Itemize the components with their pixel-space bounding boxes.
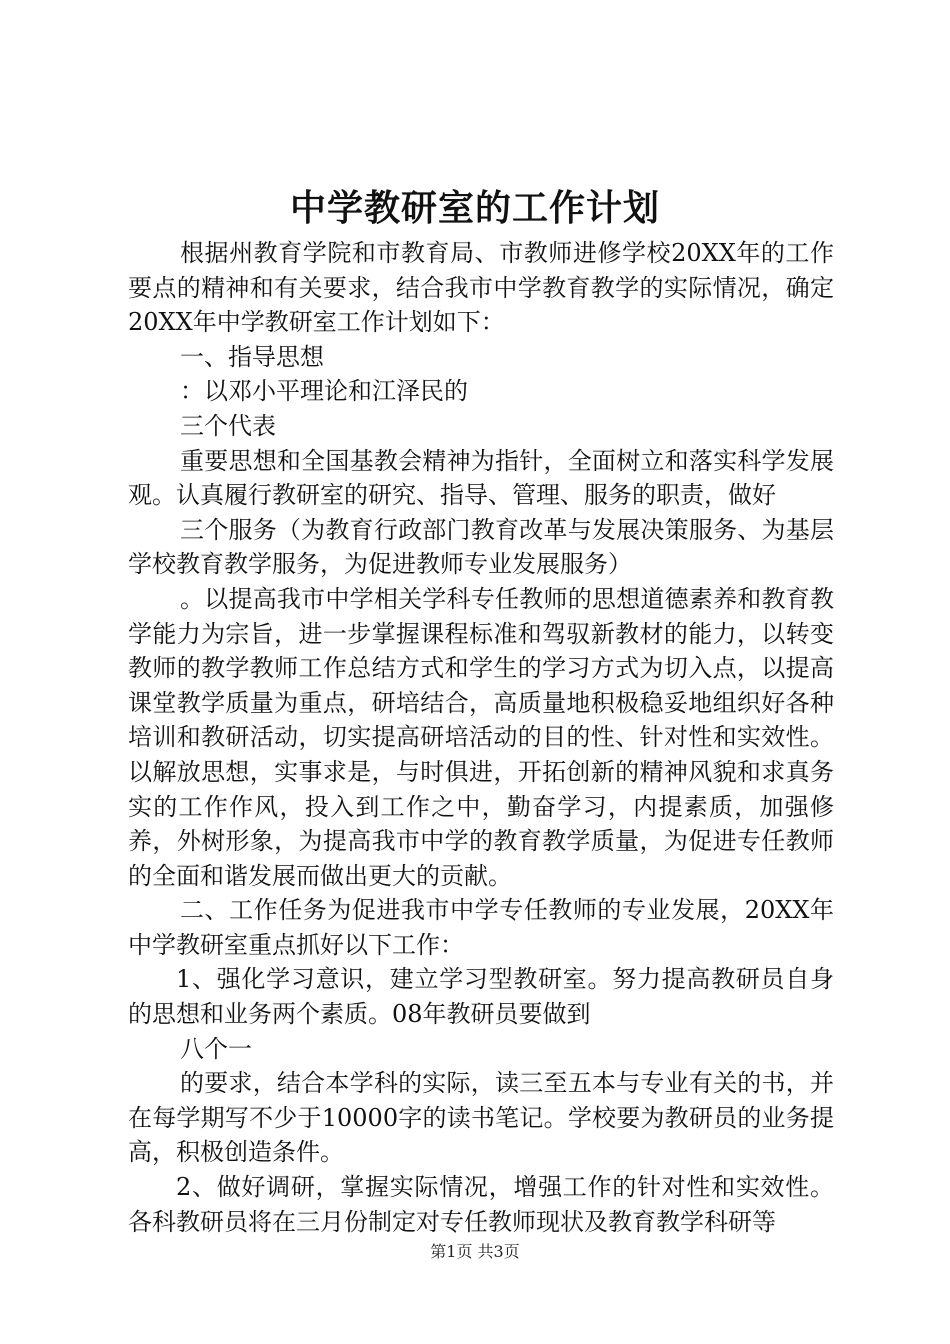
paragraph-important-thought: 重要思想和全国基教会精神为指针，全面树立和落实科学发展观。认真履行教研室的研究、指导、管理、服务的职责，做好 xyxy=(128,446,834,510)
paragraph-three-services: 三个服务（为教育行政部门教育改革与发展决策服务、为基层学校教育教学服务，为促进教师专业发展服务） xyxy=(128,515,834,579)
paragraph-requirements: 的要求，结合本学科的实际，读三至五本与专业有关的书，并在每学期写不少于10000字的读书笔记。学校要为教研员的业务提高，积极创造条件。 xyxy=(128,1069,834,1167)
page-footer: 第1页 共3页 xyxy=(430,1242,520,1261)
paragraph-heading-guiding-ideology: 一、指导思想 xyxy=(180,342,324,371)
paragraph-purpose: 。以提高我市中学相关学科专任教师的思想道德素养和教育教学能力为宗旨，进一步掌握课程标准和驾驭新教材的能力，以转变教师的教学教师工作总结方式和学生的学习方式为切入点，以提高课堂教学质量为重点，研培结合，高质量地积极稳妥地组织好各种培训和教研活动，切实提高研培活动的目的性、针对性和实效性。以解放思想，实事求是，与时俱进，开拓创新的精神风貌和求真务实的工作作风，投入到工作之中，勤奋学习，内提素质，加强修养，外树形象，为提高我市中学的教育教学质量，为促进专任教师的全面和谐发展而做出更大的贡献。 xyxy=(128,584,834,890)
paragraph-theory: ：以邓小平理论和江泽民的 xyxy=(180,377,468,406)
paragraph-three-represents: 三个代表 xyxy=(180,411,276,440)
paragraph-eight-ones: 八个一 xyxy=(180,1034,252,1063)
document-body xyxy=(128,236,834,1239)
paragraph-task-2: 2、做好调研，掌握实际情况，增强工作的针对性和实效性。各科教研员将在三月份制定对专任教师现状及教育教学科研等 xyxy=(128,1173,834,1236)
paragraph-task-1: 1、强化学习意识，建立学习型教研室。努力提高教研员自身的思想和业务两个素质。08年教研员要做到 xyxy=(128,965,834,1029)
paragraph-intro: 根据州教育学院和市教育局、市教师进修学校20XX年的工作要点的精神和有关要求，结合我市中学教育教学的实际情况，确定20XX年中学教研室工作计划如下： xyxy=(128,239,834,337)
document-title: 中学教研室的工作计划 xyxy=(289,187,660,229)
paragraph-heading-work-tasks: 二、工作任务为促进我市中学专任教师的专业发展，20XX年中学教研室重点抓好以下工作： xyxy=(128,896,834,959)
